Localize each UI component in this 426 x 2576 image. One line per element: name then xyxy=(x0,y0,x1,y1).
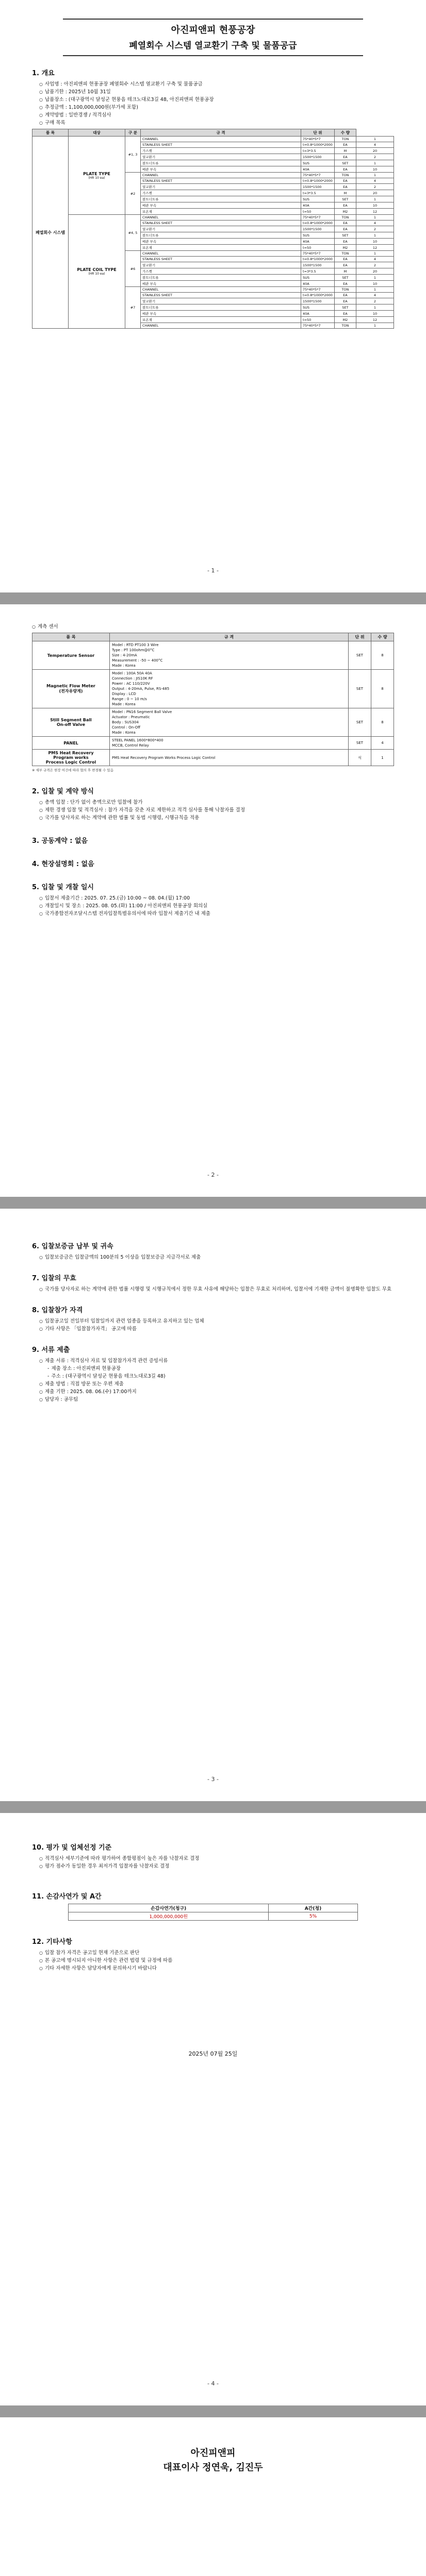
section-heading: 7. 입찰의 무효 xyxy=(32,1275,76,1282)
col-header: 손감사연가(청구) xyxy=(69,1904,269,1912)
section-line: ○ 개찰일시 및 장소 : 2025. 08. 05.(화) 11:00 / 아진피앤피 현풍공장 회의실 xyxy=(32,902,394,910)
col-header: 단 위 xyxy=(349,633,371,641)
device-name: Temperature Sensor xyxy=(32,641,110,670)
item-unit: EA xyxy=(334,281,356,287)
item-unit: TON xyxy=(334,251,356,257)
section-heading: 5. 입찰 및 개찰 일시 xyxy=(32,884,94,891)
item-qty: 12 xyxy=(356,209,394,215)
section-line: ○ 기타 자세한 사항은 담당자에게 문의하시기 바랍니다 xyxy=(32,1964,394,1972)
item-qty: 1 xyxy=(356,323,394,329)
section-heading: 12. 기타사항 xyxy=(32,1938,72,1946)
page-5 xyxy=(0,2417,426,2576)
section-line: ○ 총액 입찰 : 단가 없이 총액으로만 입찰에 참가 xyxy=(32,799,394,806)
item-spec: 75*40*5*7 xyxy=(301,287,335,293)
section-heading: 4. 현장설명회 : 없음 xyxy=(32,860,94,868)
item-spec: SUS xyxy=(301,304,335,311)
item-qty: 4 xyxy=(356,293,394,298)
item-spec: t=50 xyxy=(301,317,335,323)
item-name: 보온재 xyxy=(141,245,301,251)
item-unit: EA xyxy=(334,311,356,317)
table-row xyxy=(32,137,394,142)
title-line-1: 아진피앤피 현풍공장 xyxy=(171,25,255,36)
section-line: ○ 입찰공고일 전일부터 입찰일까지 관련 업종을 등록하고 유지하고 있는 업체 xyxy=(32,1317,394,1325)
page-3 xyxy=(0,1209,426,1801)
section-line: ○ 제출 서류 : 적격심사 자료 및 입찰참가자격 관련 증빙서류 xyxy=(32,1357,394,1365)
item-qty: 1 xyxy=(356,137,394,142)
item-unit: TON xyxy=(334,137,356,142)
section-heading: 10. 평가 및 업체선정 기준 xyxy=(32,1844,112,1852)
item-name: CHANNEL xyxy=(141,251,301,257)
page-number: - 4 - xyxy=(207,2380,219,2387)
device-spec: Model : RTD PT100 3 Wire Type : PT 100ohm@0°C Size : 4-20mA Measurement : -50 ~ 400°C Made : Korea xyxy=(110,641,349,670)
section-line: ○ 입찰보증금은 입찰금액의 100분의 5 이상을 입찰보증금 지급각서로 제출 xyxy=(32,1253,394,1261)
item-name: CHANNEL xyxy=(141,215,301,221)
section-line: ○ 제한 경쟁 입찰 및 적격심사 : 참가 자격을 갖춘 자로 제한하고 적격 심사를 통해 낙찰자를 결정 xyxy=(32,806,394,814)
subgroup-cell: #6 xyxy=(125,251,141,287)
item-spec: 40A xyxy=(301,239,335,245)
section-heading: 11. 손감사연가 및 A간 xyxy=(32,1893,102,1901)
device-unit: SET xyxy=(349,708,371,737)
ceo-name: 대표이사 정연욱, 김진두 xyxy=(163,2462,263,2473)
item-qty: 20 xyxy=(356,148,394,154)
item-spec: 1500*1500 xyxy=(301,226,335,232)
device-qty: 8 xyxy=(371,641,394,670)
col-header: 대상 xyxy=(69,129,125,137)
section-line: - 주소 : (대구광역시 달성군 현풍읍 테크노대로3길 48) xyxy=(32,1372,394,1380)
overview-line: ○ 납품장소 : (대구광역시 달성군 현풍읍 테크노대로3길 48, 아진피앤피 현풍공장 xyxy=(32,96,394,104)
item-name: 열교환기 xyxy=(141,184,301,190)
item-spec: 40A xyxy=(301,202,335,209)
item-qty: 12 xyxy=(356,245,394,251)
item-unit: SET xyxy=(334,304,356,311)
item-name: 배관 부속 xyxy=(141,311,301,317)
table-row xyxy=(32,641,394,670)
item-unit: M xyxy=(334,190,356,196)
col-header: 품 목 xyxy=(32,129,69,137)
item-unit: TON xyxy=(334,323,356,329)
device-unit: SET xyxy=(349,737,371,750)
item-spec: 1500*1500 xyxy=(301,154,335,160)
item-name: 가스켓 xyxy=(141,268,301,275)
device-qty: 4 xyxy=(371,737,394,750)
item-spec: 75*40*5*7 xyxy=(301,323,335,329)
device-qty: 1 xyxy=(371,750,394,766)
item-unit: EA xyxy=(334,166,356,173)
item-name: 열교환기 xyxy=(141,154,301,160)
item-name: 보온재 xyxy=(141,209,301,215)
item-name: CHANNEL xyxy=(141,287,301,293)
type-cell: PLATE TYPE (HR 10 ea) xyxy=(69,137,125,215)
item-qty: 1 xyxy=(356,215,394,221)
item-unit: EA xyxy=(334,142,356,148)
item-spec: t=50 xyxy=(301,209,335,215)
item-spec: SUS xyxy=(301,275,335,281)
item-spec: t=50 xyxy=(301,245,335,251)
item-spec: t=0.8*1000*2000 xyxy=(301,178,335,184)
section-line: ○ 평가 점수가 동일한 경우 최저가격 입찰자를 낙찰자로 결정 xyxy=(32,1862,394,1870)
price-table xyxy=(68,1904,358,1921)
item-spec: 1500*1500 xyxy=(301,298,335,304)
item-unit: EA xyxy=(334,154,356,160)
item-spec: 75*40*5*7 xyxy=(301,215,335,221)
section-line: ○ 제출 기한 : 2025. 08. 06.(수) 17:00까지 xyxy=(32,1388,394,1396)
device-unit: 식 xyxy=(349,750,371,766)
item-name: 열교환기 xyxy=(141,298,301,304)
devices-label: ○ 계측 센서 xyxy=(32,623,394,631)
device-name: PMS Heat Recovery Program works Process Logic Control xyxy=(32,750,110,766)
device-spec: Model : 100A 50A 40A Connection : JIS10K RF Power : AC 110/220V Output : 4-20mA, Pulse, RS-485 Display : LCD Range : 0 ~ 10 m/s Made : Korea xyxy=(110,670,349,708)
item-qty: 10 xyxy=(356,239,394,245)
item-unit: EA xyxy=(334,262,356,268)
item-qty: 1 xyxy=(356,232,394,239)
item-unit: EA xyxy=(334,184,356,190)
item-qty: 10 xyxy=(356,281,394,287)
col-header: 규 격 xyxy=(110,633,349,641)
item-name: 보온재 xyxy=(141,317,301,323)
item-name: STAINLESS SHEET xyxy=(141,142,301,148)
item-name: 볼트너트류 xyxy=(141,196,301,202)
device-unit: SET xyxy=(349,641,371,670)
section-line: ○ 국가종합전자조달시스템 전자입찰특별유의서에 따라 입찰서 제출기간 내 제출 xyxy=(32,910,394,918)
item-unit: TON xyxy=(334,287,356,293)
device-table xyxy=(32,633,394,766)
device-name: Still Segment Ball On-off Valve xyxy=(32,708,110,737)
category-cell: 폐열회수 시스템 xyxy=(32,137,69,329)
company-name: 아진피앤피 xyxy=(190,2448,236,2459)
table-row xyxy=(32,750,394,766)
item-qty: 10 xyxy=(356,311,394,317)
item-name: STAINLESS SHEET xyxy=(141,257,301,262)
item-spec: 75*40*5*7 xyxy=(301,251,335,257)
device-unit: SET xyxy=(349,670,371,708)
overview-line: ○ 계약방법 : 일반경쟁 / 적격심사 xyxy=(32,111,394,119)
item-spec: 40A xyxy=(301,166,335,173)
item-unit: EA xyxy=(334,221,356,226)
item-spec: t=0.8*1000*2000 xyxy=(301,293,335,298)
subgroup-cell: #7 xyxy=(125,287,141,329)
item-unit: EA xyxy=(334,202,356,209)
page-number: - 3 - xyxy=(207,1776,219,1783)
device-name: Magnetic Flow Meter (전자유량계) xyxy=(32,670,110,708)
item-qty: 2 xyxy=(356,154,394,160)
section-line: ○ 적격심사 세부기준에 따라 평가하여 종합평점이 높은 자를 낙찰자로 결정 xyxy=(32,1855,394,1862)
item-qty: 20 xyxy=(356,268,394,275)
item-name: 볼트너트류 xyxy=(141,160,301,166)
item-unit: SET xyxy=(334,232,356,239)
item-name: STAINLESS SHEET xyxy=(141,178,301,184)
item-name: STAINLESS SHEET xyxy=(141,293,301,298)
overview-line: ○ 사업명 : 아진피앤피 현풍공장 폐열회수 시스템 열교환기 구축 및 물품공급 xyxy=(32,80,394,88)
item-qty: 1 xyxy=(356,160,394,166)
table-row xyxy=(32,708,394,737)
section-line: ○ 본 공고에 명시되지 아니한 사항은 관련 법령 및 규정에 따름 xyxy=(32,1957,394,1964)
item-qty: 2 xyxy=(356,184,394,190)
section-line: ○ 기타 사항은 「입찰참가자격」 공고에 따름 xyxy=(32,1325,394,1333)
item-name: 가스켓 xyxy=(141,190,301,196)
col-header: 구 분 xyxy=(125,129,141,137)
subgroup-cell: #4, 5 xyxy=(125,215,141,251)
page-1 xyxy=(0,0,426,592)
item-name: 배관 부속 xyxy=(141,166,301,173)
item-spec: SUS xyxy=(301,232,335,239)
item-qty: 2 xyxy=(356,226,394,232)
item-unit: SET xyxy=(334,196,356,202)
item-spec: 40A xyxy=(301,281,335,287)
section-heading: 1. 개요 xyxy=(32,70,55,77)
item-unit: EA xyxy=(334,239,356,245)
item-unit: SET xyxy=(334,275,356,281)
table-row xyxy=(32,737,394,750)
item-unit: EA xyxy=(334,298,356,304)
item-qty: 1 xyxy=(356,251,394,257)
item-unit: EA xyxy=(334,293,356,298)
item-unit: M xyxy=(334,268,356,275)
section-heading: 8. 입찰참가 자격 xyxy=(32,1307,83,1314)
item-spec: t=3*3.5 xyxy=(301,190,335,196)
table-row xyxy=(32,215,394,221)
item-name: CHANNEL xyxy=(141,173,301,178)
subgroup-cell: #1, 3 xyxy=(125,137,141,173)
section-line: ○ 입찰서 제출기간 : 2025. 07. 25.(금) 10:00 ~ 08. 04.(월) 17:00 xyxy=(32,894,394,902)
item-unit: EA xyxy=(334,226,356,232)
device-qty: 8 xyxy=(371,708,394,737)
section-line: ○ 담당자 : 공무팀 xyxy=(32,1396,394,1403)
device-spec: Model : PN16 Segment Ball Valve Actuator : Pneumatic Body : SUS304 Control : On-Off Made : Korea xyxy=(110,708,349,737)
item-spec: SUS xyxy=(301,196,335,202)
col-header: 규 격 xyxy=(141,129,301,137)
page-4 xyxy=(0,1813,426,2405)
item-qty: 10 xyxy=(356,166,394,173)
item-spec: t=3*3.5 xyxy=(301,268,335,275)
item-qty: 2 xyxy=(356,262,394,268)
section-line: - 제출 장소 : 아진피앤피 현풍공장 xyxy=(32,1365,394,1372)
section-line: ○ 국가를 당사자로 하는 계약에 관한 법률 및 동법 시행령, 시행규칙을 적용 xyxy=(32,814,394,822)
item-qty: 4 xyxy=(356,142,394,148)
item-unit: M2 xyxy=(334,209,356,215)
item-name: CHANNEL xyxy=(141,323,301,329)
item-unit: TON xyxy=(334,215,356,221)
item-name: 열교환기 xyxy=(141,262,301,268)
subgroup-cell: #2 xyxy=(125,173,141,215)
section-line: ○ 제출 방법 : 직접 방문 또는 우편 제출 xyxy=(32,1380,394,1388)
item-name: 배관 부속 xyxy=(141,239,301,245)
item-qty: 1 xyxy=(356,196,394,202)
item-qty: 2 xyxy=(356,298,394,304)
type-cell: PLATE COIL TYPE (HR 10 ea) xyxy=(69,215,125,329)
item-qty: 10 xyxy=(356,202,394,209)
item-qty: 12 xyxy=(356,317,394,323)
rate-value: 5% xyxy=(269,1912,358,1921)
col-header: 품 목 xyxy=(32,633,110,641)
col-header: A간(청) xyxy=(269,1904,358,1912)
item-name: 볼트너트류 xyxy=(141,304,301,311)
item-name: STAINLESS SHEET xyxy=(141,221,301,226)
item-qty: 1 xyxy=(356,304,394,311)
section-heading: 2. 입찰 및 계약 방식 xyxy=(32,788,94,795)
item-spec: 75*40*5*7 xyxy=(301,173,335,178)
table-row xyxy=(32,670,394,708)
section-line: ○ 입찰 참가 자격은 공고일 현재 기준으로 판단 xyxy=(32,1949,394,1957)
col-header: 수 량 xyxy=(334,129,356,137)
item-name: CHANNEL xyxy=(141,137,301,142)
item-qty: 4 xyxy=(356,178,394,184)
item-unit: EA xyxy=(334,178,356,184)
item-qty: 20 xyxy=(356,190,394,196)
price-value: 1,000,000,000원 xyxy=(69,1912,269,1921)
item-qty: 4 xyxy=(356,221,394,226)
device-note: ※ 세부 규격은 현장 여건에 따라 협의 후 변경될 수 있음 xyxy=(32,768,113,772)
device-spec: STEEL PANEL 1600*800*400 MCCB, Control Relay xyxy=(110,737,349,750)
section-heading: 3. 공동계약 : 없음 xyxy=(32,837,88,845)
item-spec: t=0.8*1000*2000 xyxy=(301,221,335,226)
title-line-2: 폐열회수 시스템 열교환기 구축 및 물품공급 xyxy=(129,41,297,51)
item-spec: 75*40*5*7 xyxy=(301,137,335,142)
item-name: 가스켓 xyxy=(141,148,301,154)
item-spec: SUS xyxy=(301,160,335,166)
item-spec: 1500*1500 xyxy=(301,262,335,268)
section-heading: 9. 서류 제출 xyxy=(32,1346,70,1354)
item-spec: t=0.8*1000*2000 xyxy=(301,257,335,262)
device-name: PANEL xyxy=(32,737,110,750)
item-qty: 4 xyxy=(356,257,394,262)
item-unit: M xyxy=(334,148,356,154)
item-qty: 1 xyxy=(356,287,394,293)
col-header: 수 량 xyxy=(371,633,394,641)
item-name: 열교환기 xyxy=(141,226,301,232)
section-heading: 6. 입찰보증금 납부 및 귀속 xyxy=(32,1243,113,1250)
page-number: - 1 - xyxy=(207,567,219,574)
page-number: - 2 - xyxy=(207,1172,219,1178)
section-line: ○ 국가를 당사자로 하는 계약에 관한 법률 시행령 및 시행규칙에서 정한 무효 사유에 해당하는 입찰은 무효로 처리하며, 입찰서에 기재한 금액이 불명확한 입찰도 무효 xyxy=(32,1285,394,1293)
issue-date: 2025년 07월 25일 xyxy=(188,2050,238,2057)
item-spec: t=0.8*1000*2000 xyxy=(301,142,335,148)
spec-table xyxy=(32,129,394,329)
item-name: 볼트너트류 xyxy=(141,232,301,239)
item-name: 볼트너트류 xyxy=(141,275,301,281)
document-title xyxy=(63,19,363,56)
item-unit: SET xyxy=(334,160,356,166)
overview-line: ○ 추정금액 : 1,100,000,000원(부가세 포함) xyxy=(32,104,394,111)
item-qty: 1 xyxy=(356,173,394,178)
list-title: ○ 구매 목록 xyxy=(32,119,394,127)
item-spec: 40A xyxy=(301,311,335,317)
item-name: 배관 부속 xyxy=(141,281,301,287)
item-spec: 1500*1500 xyxy=(301,184,335,190)
item-name: 배관 부속 xyxy=(141,202,301,209)
item-unit: M2 xyxy=(334,245,356,251)
col-header: 단 위 xyxy=(301,129,335,137)
item-unit: TON xyxy=(334,173,356,178)
page-2 xyxy=(0,604,426,1197)
item-unit: EA xyxy=(334,257,356,262)
overview-line: ○ 납품기한 : 2025년 10월 31일 xyxy=(32,88,394,96)
device-spec: PMS Heat Recovery Program Works Process Logic Control xyxy=(110,750,349,766)
device-qty: 8 xyxy=(371,670,394,708)
item-qty: 1 xyxy=(356,275,394,281)
item-unit: M2 xyxy=(334,317,356,323)
item-spec: t=3*3.5 xyxy=(301,148,335,154)
